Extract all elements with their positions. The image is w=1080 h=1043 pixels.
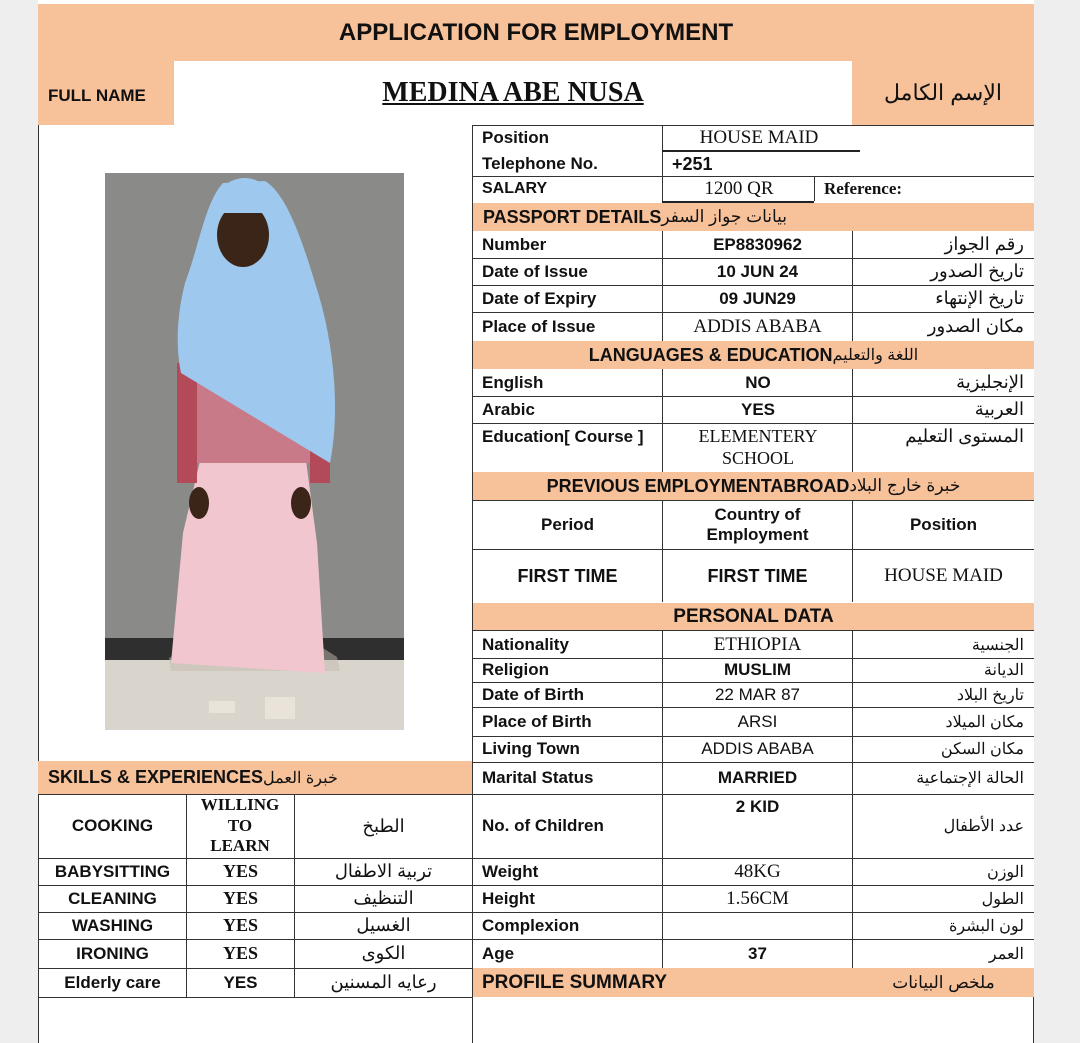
skill-row-name-ar <box>295 912 472 939</box>
line <box>186 794 187 997</box>
skill-row-value <box>187 885 294 912</box>
personal-row-label-text: No. of Children <box>482 816 604 835</box>
personal-row-label <box>482 631 662 658</box>
line <box>852 231 853 341</box>
prev-col-position: Position <box>909 515 978 534</box>
passport-header: PASSPORT DETAILS بيانات جواز السفر <box>473 203 1034 231</box>
passport-row-value-text: EP8830962 <box>713 234 802 254</box>
personal-row-label-ar <box>853 707 1024 736</box>
personal-data-header: PERSONAL DATA <box>473 603 1034 630</box>
form-title <box>38 4 1034 61</box>
personal-row-label-ar <box>853 682 1024 707</box>
personal-row-label-ar-text: الحالة الإجتماعية <box>916 770 1024 787</box>
line <box>814 177 815 201</box>
personal-row-value-text: ETHIOPIA <box>713 633 802 655</box>
skill-row-name <box>39 794 186 858</box>
skill-row-value-text: YES <box>222 943 258 963</box>
personal-row-label-text: Nationality <box>482 634 569 654</box>
skill-row-name <box>39 968 186 997</box>
personal-row-label-ar-text: العمر <box>988 945 1024 963</box>
passport-row-label-ar <box>853 312 1024 341</box>
line <box>38 794 39 1043</box>
form-title-text: APPLICATION FOR EMPLOYMENT <box>338 18 734 46</box>
passport-row-label-ar <box>853 285 1024 312</box>
profile-summary-label: PROFILE SUMMARY <box>473 968 853 997</box>
passport-row-label <box>482 258 662 285</box>
language-row-label-text: Arabic <box>482 399 535 419</box>
passport-row-label-text: Number <box>482 234 547 254</box>
personal-row-label-ar-text: الطول <box>981 890 1024 908</box>
skill-row-value-text: YES <box>223 972 258 992</box>
line <box>662 631 663 968</box>
personal-row-label <box>482 658 662 682</box>
full-name-value: MEDINA ABE NUSA <box>382 77 644 108</box>
skill-row-name-ar <box>295 858 472 885</box>
language-row-value <box>678 396 838 423</box>
passport-row-label-ar <box>853 231 1024 258</box>
photo-illustration <box>105 173 404 730</box>
personal-row-value <box>663 658 852 682</box>
skill-row-value <box>187 858 294 885</box>
language-row-label-text: Education[ Course ] <box>482 426 644 446</box>
skill-row-name-ar-text: رعايه المسنين <box>330 972 437 992</box>
personal-row-label-ar-text: مكان السكن <box>940 741 1024 758</box>
language-row-label <box>482 396 662 423</box>
personal-row-label-text: Living Town <box>482 739 580 758</box>
language-row-value-text: YES <box>740 399 776 419</box>
language-row-label <box>482 423 662 450</box>
personal-row-label <box>482 794 662 858</box>
personal-row-label-ar <box>853 939 1024 968</box>
skill-row-name-text: IRONING <box>76 943 149 963</box>
language-row-label-ar <box>853 423 1024 450</box>
personal-row-label-text: Place of Birth <box>482 711 592 731</box>
position-value: HOUSE MAID <box>699 127 819 148</box>
salary-label: SALARY <box>482 180 548 197</box>
personal-row-label <box>482 885 662 912</box>
skill-row-name-ar-text: الكوى <box>361 943 406 963</box>
personal-row-value-text: ARSI <box>737 711 778 731</box>
personal-row-label-ar-text: الديانة <box>983 662 1024 679</box>
prev-country-value: FIRST TIME <box>707 565 808 586</box>
personal-row-value-text: 22 MAR 87 <box>714 684 801 704</box>
personal-row-label-ar <box>853 912 1024 939</box>
personal-row-value-text: 48KG <box>734 860 781 882</box>
skill-row-name-text: BABYSITTING <box>54 861 171 881</box>
telephone-value: +251 <box>672 153 713 174</box>
personal-row-label-ar <box>853 631 1024 658</box>
personal-row-value <box>663 736 852 762</box>
passport-row-label-ar-text: تاريخ الإنتهاء <box>935 288 1024 308</box>
full-name-label: FULL NAME <box>38 61 158 125</box>
personal-row-label <box>482 762 662 794</box>
skill-row-name-text: COOKING <box>71 816 154 835</box>
passport-row-value-text: 10 JUN 24 <box>716 261 799 281</box>
personal-row-label <box>482 707 662 736</box>
personal-row-label-ar-text: الجنسية <box>971 636 1024 654</box>
skill-row-name-ar <box>295 794 472 858</box>
personal-row-label-ar-text: عدد الأطفال <box>943 818 1024 835</box>
personal-row-label <box>482 682 662 707</box>
personal-row-label-ar-text: مكان الميلاد <box>945 713 1024 731</box>
personal-row-label <box>482 858 662 885</box>
personal-row-value <box>663 939 852 968</box>
personal-row-label-text: Date of Birth <box>482 684 584 704</box>
personal-row-value-text: 2 KID <box>735 797 780 816</box>
skill-row-name-ar-text: التنظيف <box>353 888 414 908</box>
personal-row-label-text: Height <box>482 888 535 908</box>
language-row-value-text: ELEMENTERY SCHOOL <box>698 425 818 468</box>
personal-row-value <box>663 762 852 794</box>
passport-row-label-ar-text: رقم الجواز <box>944 234 1024 254</box>
skill-row-name-ar <box>295 939 472 968</box>
passport-row-label-text: Date of Issue <box>482 261 588 281</box>
language-row-label-ar <box>853 369 1024 396</box>
passport-row-label <box>482 231 662 258</box>
skill-row-name <box>39 885 186 912</box>
salary-value: 1200 QR <box>704 178 774 199</box>
passport-row-label-text: Date of Expiry <box>482 288 597 308</box>
language-row-label-ar-text: العربية <box>974 399 1024 419</box>
skill-row-name-ar <box>295 968 472 997</box>
personal-row-label-ar <box>853 794 1024 858</box>
line <box>662 231 663 341</box>
language-row-label-ar-text: المستوى التعليم <box>905 426 1024 446</box>
prev-position-value: HOUSE MAID <box>884 565 1003 586</box>
skill-row-name <box>39 858 186 885</box>
personal-row-label-ar <box>853 885 1024 912</box>
applicant-photo <box>105 173 404 730</box>
personal-row-value <box>663 796 852 818</box>
personal-row-label <box>482 912 662 939</box>
passport-row-value-text: ADDIS ABABA <box>693 315 822 337</box>
personal-row-label-ar-text: تاريخ البلاد <box>956 686 1024 704</box>
personal-row-label-ar <box>853 658 1024 682</box>
line <box>1033 997 1034 1043</box>
passport-row-label-ar-text: تاريخ الصدور <box>930 261 1024 281</box>
personal-row-value-text: MUSLIM <box>723 660 792 679</box>
skill-row-name-ar-text: الغسيل <box>356 915 411 935</box>
personal-row-label-text: Religion <box>482 660 550 679</box>
full-name-label-ar: الإسم الكامل <box>852 61 1034 125</box>
line <box>38 997 472 998</box>
personal-row-value-text: ADDIS ABABA <box>701 739 814 758</box>
personal-row-value <box>663 885 852 912</box>
line <box>662 125 663 201</box>
skill-row-name-text: Elderly care <box>64 972 161 992</box>
language-row-value <box>678 369 838 396</box>
profile-summary-label-ar: ملخص البيانات <box>853 968 1034 997</box>
personal-row-value <box>663 858 852 885</box>
passport-row-label <box>482 312 662 341</box>
passport-row-label-text: Place of Issue <box>482 316 596 336</box>
previous-employment-header: PREVIOUS EMPLOYMENTABROAD خبرة خارج البلاد <box>473 472 1034 500</box>
passport-row-value <box>663 312 852 341</box>
skill-row-value <box>196 794 284 858</box>
personal-row-value <box>663 912 852 939</box>
language-row-value <box>678 423 838 472</box>
name-label-fill <box>158 61 174 125</box>
personal-row-value <box>663 707 852 736</box>
skill-row-value-text: WILLING TO LEARN <box>200 795 280 856</box>
personal-row-value-text: 1.56CM <box>726 887 789 909</box>
personal-row-value-text: MARRIED <box>717 768 798 787</box>
language-row-value-text: NO <box>745 372 771 392</box>
personal-row-label <box>482 736 662 762</box>
reference-label: Reference: <box>824 179 903 198</box>
passport-row-value <box>663 231 852 258</box>
skills-header: SKILLS & EXPERIENCES خبرة العمل <box>38 761 472 794</box>
skill-row-value-text: YES <box>222 915 258 935</box>
line <box>852 369 853 472</box>
prev-col-country: Country of Employment <box>706 504 809 544</box>
personal-row-value <box>663 631 852 658</box>
passport-row-label-ar <box>853 258 1024 285</box>
personal-row-label <box>482 939 662 968</box>
passport-row-label <box>482 285 662 312</box>
prev-period-value: FIRST TIME <box>517 565 618 586</box>
skill-row-value-text: YES <box>222 861 258 881</box>
personal-row-label-ar <box>853 762 1024 794</box>
language-row-label-ar-text: الإنجليزية <box>956 372 1024 392</box>
passport-row-value-text: 09 JUN29 <box>719 288 796 308</box>
passport-row-value <box>663 285 852 312</box>
personal-row-label-ar-text: لون البشرة <box>949 917 1024 935</box>
personal-row-label-text: Age <box>482 943 515 963</box>
language-row-label-ar <box>853 396 1024 423</box>
skill-row-name <box>39 939 186 968</box>
personal-row-label-text: Marital Status <box>482 768 594 787</box>
skill-row-name-text: CLEANING <box>68 888 157 908</box>
personal-row-value <box>663 682 852 707</box>
languages-header: LANGUAGES & EDUCATION اللغة والتعليم <box>473 341 1034 369</box>
prev-col-period: Period <box>541 515 594 534</box>
personal-row-value-text: 37 <box>748 943 767 963</box>
application-form <box>38 0 1034 1043</box>
skill-row-value-text: YES <box>222 888 258 908</box>
skill-row-name-ar-text: الطبخ <box>362 815 405 836</box>
passport-row-value <box>663 258 852 285</box>
line <box>662 369 663 472</box>
line <box>852 631 853 968</box>
skill-row-name-ar-text: تربية الاطفال <box>334 861 433 881</box>
skill-row-value <box>187 912 294 939</box>
language-row-label-text: English <box>482 372 544 392</box>
passport-row-label-ar-text: مكان الصدور <box>927 316 1024 336</box>
telephone-label: Telephone No. <box>482 154 598 173</box>
skill-row-value <box>187 968 294 997</box>
personal-row-label-text: Weight <box>482 861 539 881</box>
skill-row-name-text: WASHING <box>71 915 154 935</box>
language-row-label <box>482 369 662 396</box>
left-border <box>38 125 39 761</box>
skill-row-name <box>39 912 186 939</box>
skill-row-name-ar <box>295 885 472 912</box>
personal-row-label-ar-text: الوزن <box>986 863 1024 881</box>
personal-row-label-text: Complexion <box>482 915 580 935</box>
position-label: Position <box>482 128 550 147</box>
personal-row-label-ar <box>853 858 1024 885</box>
personal-row-label-ar <box>853 736 1024 762</box>
line <box>294 794 295 997</box>
skill-row-value <box>187 939 294 968</box>
